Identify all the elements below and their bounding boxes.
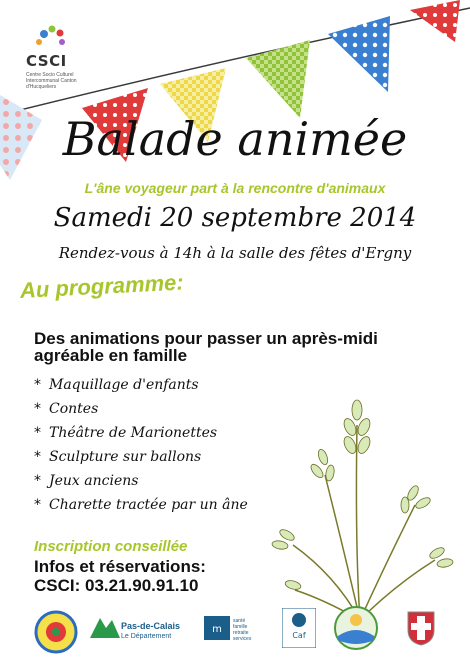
program-item: * Contes bbox=[34, 401, 99, 417]
pas-de-calais-subtitle: Le Département bbox=[121, 633, 172, 640]
program-item: * Sculpture sur ballons bbox=[34, 449, 202, 465]
event-meeting-point: Rendez-vous à 14h à la salle des fêtes d'Ergny bbox=[58, 244, 412, 262]
asterisk-icon: * bbox=[34, 497, 41, 513]
asterisk-icon: * bbox=[34, 473, 41, 489]
event-date: Samedi 20 septembre 2014 bbox=[53, 203, 417, 233]
svg-text:m: m bbox=[212, 624, 222, 635]
pas-de-calais-logo bbox=[90, 616, 120, 638]
organizer-name: CSCI bbox=[26, 52, 67, 70]
asterisk-icon: * bbox=[34, 425, 41, 441]
event-subtitle: L'âne voyageur part à la rencontre d'animaux bbox=[84, 180, 386, 196]
program-intro: Des animations pour passer un après-midi agréable en famille bbox=[34, 329, 378, 365]
registration-info bbox=[34, 557, 206, 595]
program-list bbox=[34, 375, 248, 519]
flag-blue-dots bbox=[328, 16, 390, 92]
regional-emblem-logo bbox=[332, 604, 380, 652]
program-item: * Charette tractée par un âne bbox=[34, 497, 248, 513]
wheat-illustration bbox=[265, 385, 455, 620]
program-item: * Maquillage d'enfants bbox=[34, 377, 199, 393]
asterisk-icon: * bbox=[34, 449, 41, 465]
asterisk-icon: * bbox=[34, 377, 41, 393]
svg-text:Caf: Caf bbox=[292, 631, 306, 640]
registration-note: Inscription conseillée bbox=[34, 538, 188, 555]
program-item: * Théâtre de Marionettes bbox=[34, 425, 218, 441]
organizer-subtitle: Centre Socio Culturel Intercommunal Canton d'Hucqueliers bbox=[26, 72, 77, 90]
sport-club-logo bbox=[32, 608, 80, 656]
msa-logo bbox=[204, 616, 230, 640]
event-title: Balade animée bbox=[62, 112, 408, 166]
flag-red-corner bbox=[410, 0, 460, 42]
coat-of-arms-logo bbox=[406, 610, 436, 646]
program-heading: Au programme: bbox=[19, 269, 185, 303]
registration-line-1: Infos et réservations: bbox=[34, 557, 206, 576]
flag-green-check bbox=[246, 40, 310, 118]
asterisk-icon: * bbox=[34, 401, 41, 417]
msa-caption: santé famille retraite services bbox=[233, 618, 252, 642]
pas-de-calais-name: Pas-de-Calais bbox=[121, 621, 181, 631]
registration-phone: CSCI: 03.21.90.91.10 bbox=[34, 576, 199, 595]
caf-logo bbox=[282, 608, 316, 648]
program-item: * Jeux anciens bbox=[34, 473, 139, 489]
